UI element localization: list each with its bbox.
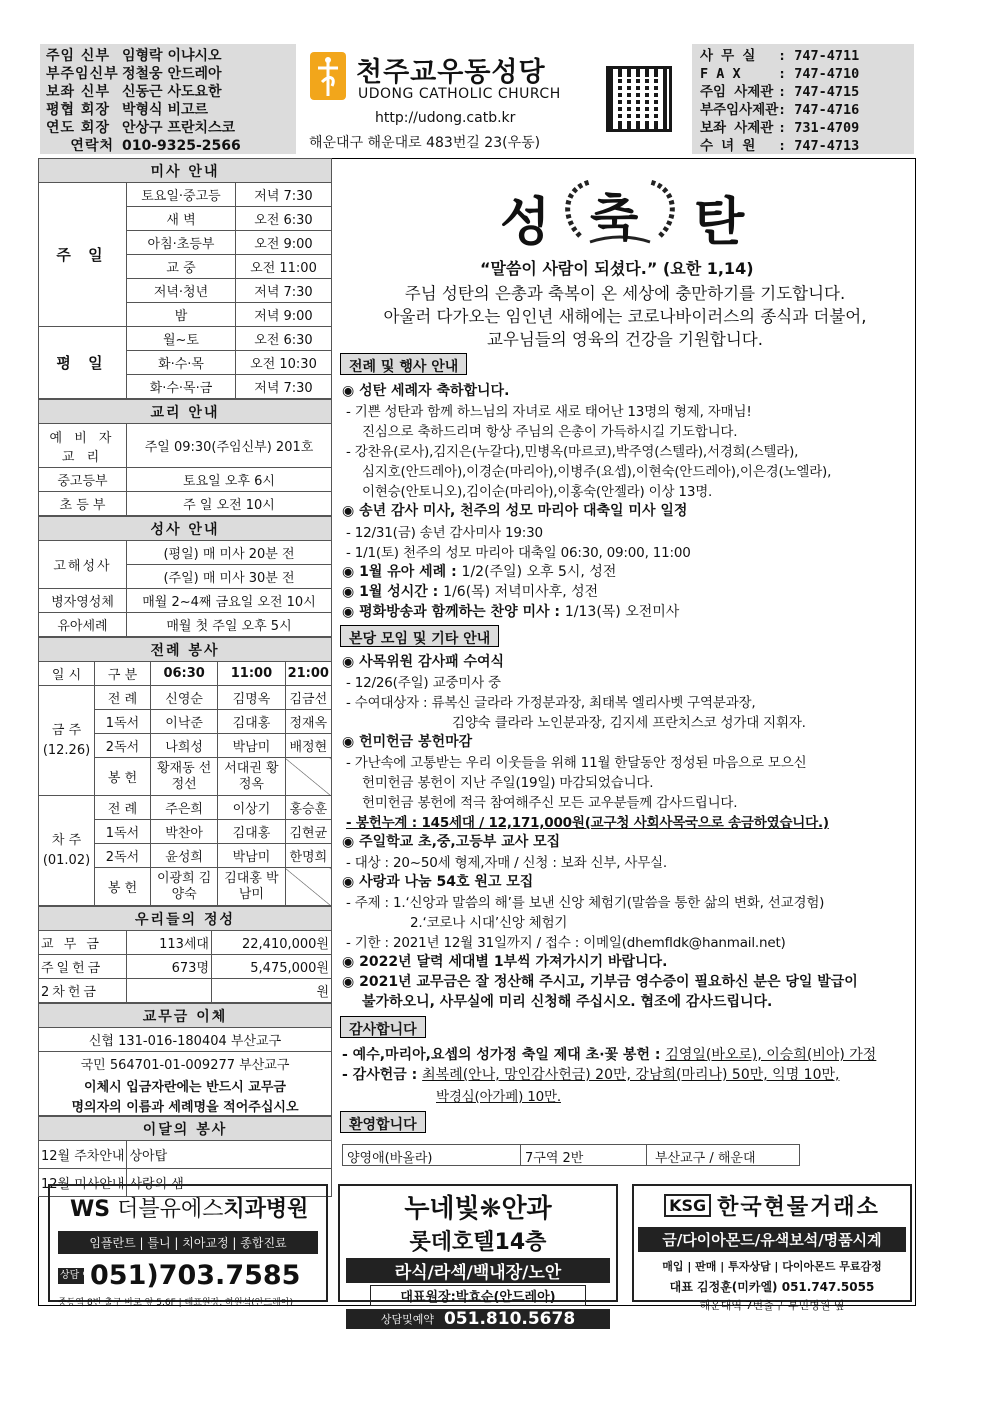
phone-box (692, 44, 914, 154)
staff-name: 박형식 비고르 (122, 102, 209, 118)
ad-ceo: 대표 김정훈(미카엘) 051.747.5055 (669, 1280, 875, 1294)
welcome-name: 양영애(바올라) (343, 1145, 521, 1165)
qr-code-icon[interactable] (606, 66, 672, 132)
staff-role: 보좌 신부 (46, 84, 110, 100)
role: 전 례 (95, 686, 151, 710)
notice-heading: ◉ 1월 성시간 : 1/6(목) 저녁미사후, 성전 (342, 584, 599, 600)
role: 1독서 (95, 820, 151, 844)
mass-group: 월~토 (127, 327, 236, 351)
title-char: 탄 (694, 193, 745, 253)
role: 2독서 (95, 844, 151, 868)
notice-line: 2.‘코로나 시대’신앙 체험기 (410, 915, 568, 931)
sacrament-label: 유아세례 (39, 613, 127, 637)
notice-heading: ◉ 2022년 달력 세대별 1부씩 가져가시기 바랍니다. (342, 954, 668, 970)
notice-line: 헌미헌금 봉헌이 지난 주일(19일) 마감되었습니다. (362, 775, 654, 791)
liturgy-head: 11:00 (218, 662, 285, 686)
volunteer: 주은희 (151, 796, 218, 820)
mass-time: 오전 6:30 (236, 327, 332, 351)
ad-address: 해운대역 7번출구 부민병원 옆 (699, 1299, 845, 1312)
phone-number: : 747-4716 (778, 102, 860, 118)
mass-table (38, 158, 332, 399)
mass-group: 토요일·중고등 (127, 183, 236, 207)
ad-phone[interactable]: 051)703.7585 (90, 1260, 301, 1291)
notice-line: - 수여대상자 : 류복신 글라라 가정분과장, 최태복 엘리사벳 구역분과장, (346, 695, 756, 711)
phone-number: : 747-4713 (778, 138, 860, 154)
staff-role: 부주임신부 (46, 66, 119, 82)
mass-group: 화·수·목 (127, 351, 236, 375)
thanks-line: - 감사헌금 : 최복례(안나, 망인감사헌금) 20만, 강남희(마리나) 50만, 익명 10만, (342, 1067, 840, 1083)
volunteer: 김대홍 (218, 820, 285, 844)
offering-table (38, 906, 332, 1003)
notice-heading: 불가하오니, 사무실에 미리 신청해 주십시오. 협조에 감사드립니다. (362, 994, 773, 1010)
volunteer: 한명희 (285, 844, 331, 868)
church-name-en: UDONG CATHOLIC CHURCH (358, 86, 561, 102)
empty-cell (285, 758, 331, 796)
staff-role: 연도 회장 (46, 120, 110, 136)
volunteer: 박찬아 (151, 820, 218, 844)
bank-account: 신협 131-016-180404 부산교구 (39, 1028, 332, 1052)
offering-count: 673명 (127, 955, 212, 979)
phone-label: 주임 사제관 (700, 84, 774, 100)
notice-line: - 봉헌누계 : 145세대 / 12,171,000원(교구청 사회사목국으로 송금하였습니다.) (346, 815, 829, 831)
volunteer: 김대홍 (218, 710, 285, 734)
mass-time: 저녁 7:30 (236, 375, 332, 399)
role: 봉 헌 (95, 868, 151, 906)
volunteer: 김명옥 (218, 686, 285, 710)
offering-label: 주일헌금 (39, 955, 127, 979)
notice-heading: ◉ 사랑과 나눔 54호 원고 모집 (342, 874, 534, 890)
transfer-note: 이체시 입금자란에는 반드시 교무금 (39, 1076, 332, 1096)
volunteer: 김현균 (285, 820, 331, 844)
volunteer: 이광희 김양숙 (151, 868, 218, 906)
mass-time: 오전 10:30 (236, 351, 332, 375)
section-tag: 본당 모임 및 기타 안내 (340, 625, 499, 647)
doctrine-time: 토요일 오후 6시 (127, 468, 332, 492)
mass-group: 아침·초등부 (127, 231, 236, 255)
service-label: 12월 주차안내 (39, 1141, 127, 1169)
offering-label: 교 무 금 (39, 931, 127, 955)
doctrine-time: 주일 09:30(주임신부) 201호 (127, 424, 332, 468)
staff-name: 안상구 프란치스코 (122, 120, 236, 136)
phone-label: 부주임사제관 (700, 102, 779, 118)
ad-director: 대표원장:박효순(안드레아) (370, 1285, 586, 1306)
mass-time: 저녁 7:30 (236, 183, 332, 207)
thanks-line: 박경심(아가페) 10만. (436, 1089, 561, 1105)
doctrine-label: 중고등부 (39, 468, 127, 492)
notice-line: - 기쁜 성탄과 함께 하느님의 자녀로 새로 태어난 13명의 형제, 자매님! (346, 404, 752, 420)
notice-line: - 대상 : 20~50세 형제,자매 / 신청 : 보좌 신부, 사무실. (346, 855, 668, 871)
mass-group: 교 중 (127, 255, 236, 279)
notice-heading: ◉ 1월 유아 세례 : 1/2(주일) 오후 5시, 성전 (342, 564, 617, 580)
notice-line: 이현승(안토니오),김이순(마리아),이홍숙(안젤라) 이상 13명. (362, 484, 713, 500)
notice-heading: ◉ 헌미헌금 봉헌마감 (342, 734, 473, 750)
staff-name: 신동근 사도요한 (122, 84, 222, 100)
section-title: 교무금 이체 (39, 1004, 332, 1028)
volunteer: 윤성희 (151, 844, 218, 868)
phone-label: 수 녀 원 (700, 138, 756, 154)
section-tag: 환영합니다 (340, 1111, 426, 1133)
offering-count: 113세대 (127, 931, 212, 955)
offering-amount: 22,410,000원 (212, 931, 332, 955)
phone-number: : 747-4710 (778, 66, 860, 82)
section-title: 우리들의 정성 (39, 907, 332, 931)
welcome-area: 7구역 2반 (521, 1145, 647, 1165)
volunteer: 나희성 (151, 734, 218, 758)
mass-group: 밤 (127, 303, 236, 327)
mass-time: 저녁 7:30 (236, 279, 332, 303)
section-title: 이달의 봉사 (39, 1117, 332, 1141)
offering-amount: 원 (212, 979, 332, 1003)
next-week-label: 차 주 (01.02) (39, 796, 95, 906)
staff-name: 임형락 이냐시오 (122, 48, 222, 64)
sacrament-table (38, 516, 332, 637)
notice-line: 김양숙 클라라 노인분과장, 김지세 프란치스코 성가대 지휘자. (452, 715, 806, 731)
ad-services: 임플란트 | 틀니 | 치아교정 | 종합진료 (58, 1231, 318, 1254)
title-char: 성 (500, 193, 551, 253)
phone-label: 보좌 사제관 (700, 120, 774, 136)
title-char: 축 (590, 189, 639, 247)
phone-label: F A X (700, 66, 741, 82)
transfer-table (38, 1003, 332, 1116)
liturgy-head: 21:00 (285, 662, 331, 686)
phone-number: : 731-4709 (778, 120, 860, 136)
doctrine-label: 예 비 자 교 리 (39, 424, 127, 468)
volunteer: 박남미 (218, 844, 285, 868)
phone-number: : 747-4711 (778, 48, 860, 64)
service-label: 12월 미사안내 (39, 1169, 127, 1197)
notice-line: 진심으로 축하드리며 항상 주님의 은총이 가득하시길 기도합니다. (362, 424, 738, 440)
mass-group: 새 벽 (127, 207, 236, 231)
mass-time: 오전 9:00 (236, 231, 332, 255)
transfer-note: 명의자의 이름과 세례명을 적어주십시오 (39, 1096, 332, 1116)
church-address: 해운대구 해운대로 483번길 23(우동) (309, 135, 541, 151)
volunteer: 홍승훈 (285, 796, 331, 820)
volunteer: 이낙준 (151, 710, 218, 734)
role: 2독서 (95, 734, 151, 758)
church-logo-icon (310, 52, 346, 100)
role: 1독서 (95, 710, 151, 734)
greeting-line: 주님 성탄의 은총과 축복이 온 세상에 충만하기를 기도합니다. (404, 284, 846, 303)
bank-account: 국민 564701-01-009277 부산교구 (39, 1052, 332, 1076)
doctrine-table (38, 399, 332, 516)
section-title: 전례 봉사 (39, 638, 332, 662)
volunteer: 황재동 선정선 (151, 758, 218, 796)
notice-line: 헌미헌금 봉헌에 적극 참여해주신 모든 교우분들께 감사드립니다. (362, 795, 738, 811)
service-group: 사랑의 샘 (127, 1169, 332, 1197)
notice-heading: ◉ 사목위원 감사패 수여식 (342, 654, 505, 670)
liturgy-table (38, 637, 332, 906)
doctrine-label: 초 등 부 (39, 492, 127, 516)
staff-role: 연락처 (70, 138, 114, 154)
ad-address: 중동역 8번 출구 바로 앞 5.6F | 대표원장: 하원석(안드레아) (58, 1298, 294, 1308)
ad-phone[interactable]: 051.810.5678 (443, 1309, 576, 1329)
notice-line: 심지호(안드레아),이경순(마리아),이병주(요셉),이현숙(안드레아),이은경(노엘라), (362, 464, 832, 480)
liturgy-head: 일 시 (39, 662, 95, 686)
mass-time: 저녁 9:00 (236, 303, 332, 327)
weekday-label: 평 일 (39, 327, 127, 399)
phone-label: 사 무 실 (700, 48, 756, 64)
greeting-line: 아울러 다가오는 임인년 새해에는 코로나바이러스의 종식과 더불어, (383, 307, 867, 326)
service-group: 상아탑 (127, 1141, 332, 1169)
staff-name: 정철웅 안드레아 (122, 66, 222, 82)
thanks-line: - 예수,마리아,요셉의 성가정 축일 제대 초·꽃 봉헌 : 김영일(바오로), 이승희(비아) 가정 (342, 1047, 877, 1063)
volunteer: 박남미 (218, 734, 285, 758)
volunteer: 이상기 (218, 796, 285, 820)
volunteer: 서대권 황정옥 (218, 758, 285, 796)
volunteer: 김대홍 박남미 (218, 868, 285, 906)
ad-gold-exchange[interactable] (632, 1184, 912, 1312)
ad-dental[interactable]: WS 더블유에스치과병원 임플란트 | 틀니 | 치아교정 | 종합진료 상담 예약 051)703.7585 중동역 8번 출구 바로 앞 5.6F | 대표원장: 하원석(안드레아) (48, 1184, 328, 1302)
ad-name: 한국현물거래소 (717, 1195, 880, 1220)
notice-line: - 가난속에 고통받는 우리 이웃들을 위해 11월 한달동안 정성된 마음으로 모으신 (346, 755, 807, 771)
offering-count (127, 979, 212, 1003)
notice-line: - 주제 : 1.‘신앙과 말씀의 해’를 보낸 신앙 체험기(말씀을 통한 삶의 변화, 선교경험) (346, 895, 825, 911)
staff-box (40, 44, 296, 154)
confession-label: 고해성사 (39, 541, 127, 589)
notice-heading: ◉ 주일학교 초,중,고등부 교사 모집 (342, 834, 561, 850)
liturgy-head: 06:30 (151, 662, 218, 686)
staff-role: 주임 신부 (46, 48, 110, 64)
notice-heading: ◉ 성탄 세례자 축하합니다. (342, 383, 510, 399)
ad-location: 롯데호텔14층 (409, 1230, 547, 1255)
ad-services: 매입 | 판매 | 투자상담 | 다이아몬드 무료감정 (662, 1260, 882, 1273)
doctrine-time: 주 일 오전 10시 (127, 492, 332, 516)
church-url[interactable]: http://udong.catb.kr (375, 110, 516, 126)
notice-line: - 1/1(토) 천주의 성모 마리아 대축일 06:30, 09:00, 11:00 (346, 545, 691, 561)
mass-group: 화·수·목·금 (127, 375, 236, 399)
notice-line: - 12/26(주일) 교중미사 중 (346, 675, 501, 691)
section-title: 교리 안내 (39, 400, 332, 424)
notice-heading: ◉ 송년 감사 미사, 천주의 성모 마리아 대축일 미사 일정 (342, 503, 688, 519)
phone-number: : 747-4715 (778, 84, 860, 100)
ad-services: 라식/라섹/백내장/노안 (346, 1258, 610, 1283)
mass-time: 오전 11:00 (236, 255, 332, 279)
ad-logo: KSG (664, 1194, 711, 1217)
liturgy-head: 구 분 (95, 662, 151, 686)
sacrament-time: 매월 2~4째 금요일 오전 10시 (127, 589, 332, 613)
sunday-label: 주 일 (39, 183, 127, 327)
volunteer: 신영순 (151, 686, 218, 710)
notice-line: - 12/31(금) 송년 감사미사 19:30 (346, 525, 543, 541)
section-title: 미사 안내 (39, 159, 332, 183)
empty-cell (285, 868, 331, 906)
this-week-label: 금 주 (12.26) (39, 686, 95, 796)
staff-role: 평협 회장 (46, 102, 110, 118)
welcome-row (342, 1144, 800, 1166)
mass-group: 저녁·청년 (127, 279, 236, 303)
left-column (38, 158, 332, 1192)
role: 전 례 (95, 796, 151, 820)
section-title: 성사 안내 (39, 517, 332, 541)
volunteer: 배정현 (285, 734, 331, 758)
role: 봉 헌 (95, 758, 151, 796)
notice-line: - 기한 : 2021년 12월 31일까지 / 접수 : 이메일(dhemfldk@hanmail.net) (346, 935, 786, 951)
notice-heading: ◉ 평화방송과 함께하는 찬양 미사 : 1/13(목) 오전미사 (342, 604, 680, 620)
church-name: 천주교우동성당 (356, 57, 546, 88)
ad-items: 금/다이아몬드/유색보석/명품시계 (638, 1227, 906, 1252)
staff-phone: 010-9325-2566 (122, 138, 241, 154)
ad-tag: 상담 예약 (58, 1268, 84, 1284)
greeting-line: 교우님들의 영육의 건강을 기원합니다. (486, 330, 763, 349)
notice-line: - 강찬유(로사),김지은(누갈다),민병옥(마르코),박주영(스텔라),서경희(스텔라), (346, 444, 799, 460)
sacrament-time: 매월 첫 주일 오후 5시 (127, 613, 332, 637)
section-tag: 감사합니다 (340, 1016, 426, 1038)
notice-heading: ◉ 2021년 교무금은 잘 정산해 주시고, 기부금 영수증이 필요하신 분은 당일 발급이 (342, 974, 858, 990)
ad-tag: 상담및예약 (380, 1313, 434, 1326)
volunteer: 정재옥 (285, 710, 331, 734)
volunteer: 김금선 (285, 686, 331, 710)
bible-quote: “말씀이 사람이 되셨다.” (요한 1,14) (480, 259, 754, 278)
ad-eye-clinic[interactable] (338, 1184, 618, 1329)
offering-label: 2차헌금 (39, 979, 127, 1003)
confession-time: (주일) 매 미사 30분 전 (127, 565, 332, 589)
welcome-diocese: 부산교구 / 해운대 (655, 1151, 756, 1166)
offering-amount: 5,475,000원 (212, 955, 332, 979)
mass-time: 오전 6:30 (236, 207, 332, 231)
ad-name: 누네빛❋안과 (404, 1194, 552, 1224)
section-tag: 전례 및 행사 안내 (340, 353, 467, 375)
sacrament-label: 병자영성체 (39, 589, 127, 613)
confession-time: (평일) 매 미사 20분 전 (127, 541, 332, 565)
